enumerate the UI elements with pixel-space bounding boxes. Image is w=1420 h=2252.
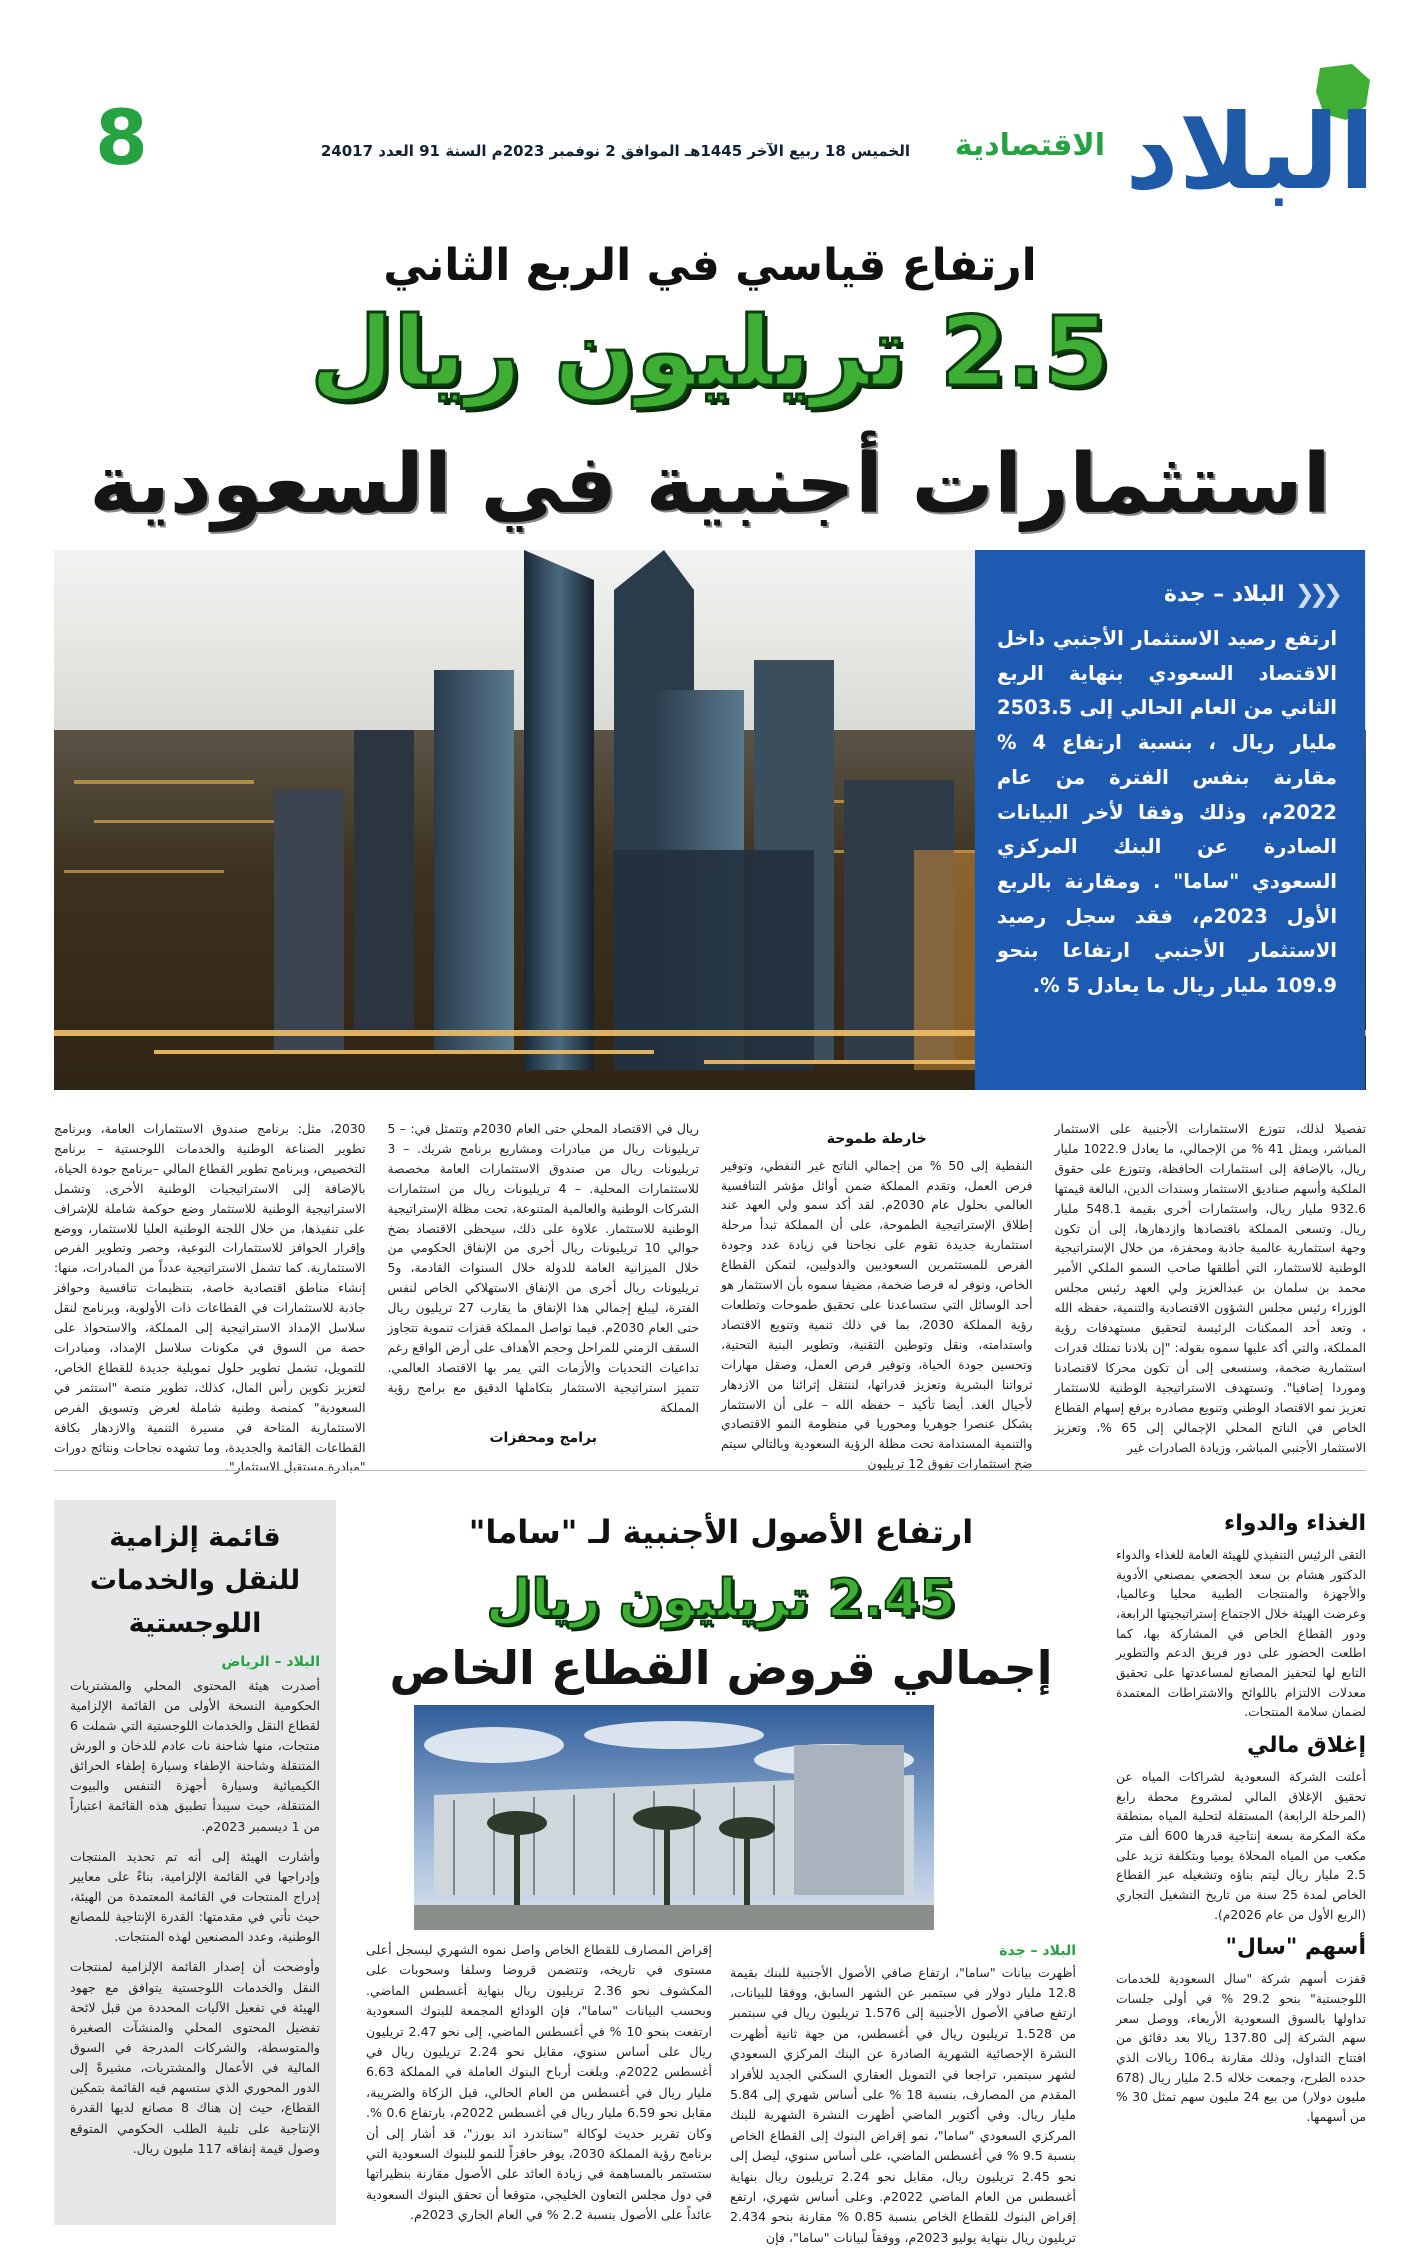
main-subhead-1: خارطة طموحة [826,1131,927,1147]
main-column-2 [721,1120,1033,1472]
food-story-title: الغذاء والدواء [1223,1511,1366,1536]
logo-text: البلاد [1125,91,1375,213]
list-story-dateline: البلاد – الرياض [221,1653,320,1670]
main-column-2-text: النفطية إلى 50 % من إجمالي الناتج غير النفطي، وتوفير فرص العمل، وتقدم المملكة ضمن أوائل مؤشر التنافسية العالمي بحلول عام 2030م. لقد أكد سمو ولي العهد عند إطلاق الإستراتيجية الطموحة، على أن المملكة تبدأ مرحلة استثمارية جديدة تقوم على نجاحنا في زيادة عدد وجودة الفرص للمستثمرين السعوديين والدوليين، لتمكن القطاع الخاص، ونوفر له فرصا ضخمة، مضيفا سموه بأن الاستثمار هو أحد الوسائل التي ستساعدنا على تحقيق طموحات وتطلعات رؤية المملكة 2030، بما في ذلك تنمية وتنويع الاقتصاد واستدامته، ونقل وتوطين التقنية، وتطوير البنية التحتية، وتحسين جودة الحياة، وتوفير فرص العمل، وصقل مهارات ثرواتنا البشرية وتعزيز قدراتها، لننتقل إثرائنا من الازدهار لأجيال الغد. أيضا تأكيد – حفظه الله – على أن الاستثمار يشكل عنصرا جوهريا ومحوريا في منظومة النمو الاقتصادي والتنمية المستدامة تحت مظلة الرؤية السعودية وبالتالي سيتم ضخ استثمارات تفوق 12 تريليون [721,1158,1033,1472]
main-headline: 2.5 تريليون ريال [310,296,1110,408]
main-subheadline: استثمارات أجنبية في السعودية [89,437,1331,532]
main-column-3-text: ريال في الاقتصاد المحلي حتى العام 2030م وتتمثل في: – 5 تريليونات ريال من مبادرات ومشاريع برنامج شريك. – 3 تريليونات ريال من صندوق الاستثمارات العامة مخصصة للاستثمارات المحلية. – 4 تريليونات ريال من استثمارات الشركات الوطنية والعالمية المتنوعة، تحت مظلة الإستراتيجية الوطنية للاستثمار. علاوة على ذلك، سيحظى الاقتصاد بضخ حوالي 10 تريليونات ريال أخرى من الإنفاق الحكومي من خلال الميزانية العامة للدولة خلال السنوات القادمة، و5 تريليونات ريال أخرى من الإنفاق الاستهلاكي الخاص لنفس الفترة، ليبلغ إجمالي هذا الإنفاق ما يقارب 27 تريليون ريال حتى العام 2030م. فيما تواصل المملكة قفزات تنموية تتجاوز السقف الزمني للمراحل وحجم الأهداف على أرض الواقع رغم تداعيات التحديات والأزمات التي يمر بها الاقتصاد العالمي. تتميز استراتيجية الاستثمار بتكاملها الدقيق مع برامج رؤية المملكة [387,1122,699,1415]
masthead [40,60,1380,213]
list-story-title: قائمة إلزامية للنقل والخدمات اللوجستية [89,1522,301,1640]
main-kicker: ارتفاع قياسي في الربع الثاني [383,240,1037,291]
assets-column-1 [730,1940,1076,2245]
assets-columns [366,1940,1076,2245]
chevrons-icon: ❮❮❮ [1294,580,1337,608]
closing-story-title: إغلاق مالي [1246,1733,1366,1759]
main-column-4-text: 2030، مثل: برنامج صندوق الاستثمارات العامة، وبرنامج تطوير الصناعة الوطنية والخدمات اللوجستية – برنامج التخصيص، وبرنامج تطوير القطاع المالي –برنامج جودة الحياة، بالإضافة إلى الاستراتيجيات الوطنية الأخرى. وتشمل الاستراتيجية الوطنية للاستثمار وضع حوكمة شاملة للإشراف على تنفيذها، من خلال اللجنة الوطنية العليا للاستثمار، ووضع وإقرار الحوافز للاستثمارات النوعية، وحصر وتطوير الفرص الاستثمارية. كما تشمل الاستراتيجية عدداً من المبادرات، منها: إنشاء مناطق اقتصادية خاصة، بتنظيمات تنافسية وحوافز جاذبة للاستثمارات في القطاعات ذات الأولوية، وبرنامج لنقل سلاسل الإمداد الاستراتيجية إلى المملكة، والاستحواذ على حصة من السوق في مكونات سلاسل الإمداد، ومبادرات للتمويل، تشمل تطوير حلول تمويلية جديدة للقطاع الخاص، لتعزيز تكوين رأس المال، كذلك، تطوير منصة "استثمر في السعودية" كمنصة وطنية شاملة لعرض وتسويق الفرص الاستثمارية المتاحة في مسيرة التنمية والازدهار بكافة القطاعات القائمة والجديدة، وما تشهده نجاحات ونتائج دورات "مبادرة مستقبل الاستثمار". [54,1122,366,1475]
lead-text: ارتفع رصيد الاستثمار الأجنبي داخل الاقتصاد السعودي بنهاية الربع الثاني من العام الحالي إلى 2503.5 مليار ريال ، بنسبة ارتفاع 4 % مقارنة بنفس الفترة من عام 2022م، وذلك وفقا لأخر البيانات الصادرة عن البنك المركزي السعودي "ساما" . ومقارنة بالربع الأول 2023م، فقد سجل رصيد الاستثمار الأجنبي ارتفاعا بنحو 109.9 مليار ريال ما يعادل 5 %. [997,627,1337,998]
issue-line: الخميس 18 ربيع الآخر 1445هـ الموافق 2 نوفمبر 2023م السنة 91 العدد 24017 [320,142,910,160]
bank-building-photo [414,1705,934,1930]
assets-column-2-text: إقراض المصارف للقطاع الخاص واصل نموه الشهري ليسجل أعلى مستوى في تاريخه، وتتضمن قروضا وسلفا وسحوبات على المكشوف نحو 2.36 تريليون ريال بنهاية أغسطس الماضي. وبحسب البيانات "ساما"، فإن الودائع المجمعة للبنوك السعودية ارتفعت بنحو 10 % في أغسطس الماضي، إلى نحو 2.47 تريليون ريال على أساس سنوي، مقابل نحو 2.24 تريليون ريال في أغسطس 2022م. وبلغت أرباح البنوك العاملة في المملكة 6.63 مليار ريال في أغسطس من العام الحالي، قبل الزكاة والضريبة، مقابل نحو 6.59 مليار ريال في أغسطس 2022م، بارتفاع 0.6 %. وكان تقرير حديث لوكالة "ستاندرد اند بورز"، قد أشار إلى أن برنامج رؤية المملكة 2030، يوفر حافزاً للنمو للبنوك السعودية التي ستستمر بالمساهمة في زيادة العائد على الأصول مقارنة بنظيراتها في دول مجلس التعاون الخليجي، متوقعا أن تحقق البنوك السعودية عائداً على الأصول بنسبة 2.2 % في العام الجاري 2023م. [366,1942,712,2223]
assets-dateline: البلاد – جدة [999,1943,1076,1959]
list-story-paragraph: وأشارت الهيئة إلى أنه تم تحديد المنتجات وإدراجها في القائمة الإلزامية، بناءً على معايير إدراج المنتجات في القائمة المعتمدة من الهيئة، حيث تأتي في مقدمتها: القدرة الإنتاجية للمصانع الوطنية، وعدد المصنعين لهذه المنتجات. [70,1848,320,1945]
main-column-1 [1055,1120,1367,1455]
list-story-paragraph: وأوضحت أن إصدار القائمة الإلزامية لمنتجات النقل والخدمات اللوجستية يتوافق مع جهود الهيئة في تفعيل الآليات المحددة من قبل لائحة تفضيل المحتوى المحلي والمنشآت الصغيرة والمتوسطة، والشركات المدرجة في السوق المالية في الأعمال والمشتريات، مشيرةً إلى الدور المحوري الذي ستسهم فيه القائمة بتمكين القطاع، حيث إن هناك 8 مصانع لديها القدرة الإنتاجية على تلبية الطلب الحكومي المتوقع وصول قيمة إنفاقه 117 مليون ريال. [70,1959,320,2156]
lead-dateline-text: البلاد – جدة [1164,581,1285,607]
assets-kicker: ارتفاع الأصول الأجنبية لـ "ساما" [468,1513,974,1551]
page-number: 8 [95,93,148,182]
assets-headline: 2.45 تريليون ريال [486,1569,956,1629]
shares-story-title: أسهم "سال" [1225,1935,1366,1961]
main-column-1-text: تفصيلا لذلك، تتوزع الاستثمارات الأجنبية على الاستثمار المباشر، ويمثل 41 % من الإجمالي، ما يعادل 1022.9 مليار ريال، بالإضافة إلى استثمارات الحافظة، وتتوزع على حقوق الملكية وأسهم صناديق الاستثمار وسندات الدين، البالغة قيمتها 932.6 مليار ريال، واستثمارات أخرى بقيمة 548.1 مليار ريال. وتسعى المملكة باقتصادها وازدهارها، إلى أن تكون وجهة استثمارية عالمية جاذبة ومحفزة، من خلال الإستراتيجية الوطنية للاستثمار، التي أطلقها صاحب السمو الملكي الأمير محمد بن سلمان بن عبدالعزيز ولي العهد رئيس مجلس الوزراء رئيس مجلس الشؤون الاقتصادية والتنمية، حفظه الله ، وتعد أحد الممكنات الرئيسة لتحقيق مستهدفات رؤية المملكة، والتي أكد عليها سموه بقوله: "إن بلادنا تمتلك قدرات استثمارية ضخمة، وسنسعى إلى أن تكون محركا لاقتصادنا وموردا إضافيا". وتستهدف الاستراتيجية الوطنية للاستثمار تعزيز نمو الاقتصاد الوطني وتنويع مصادره برفع إسهام القطاع الخاص في الناتج المحلي الإجمالي إلى 65 %، وتعزيز الاستثمار الأجنبي المباشر، وزيادة الصادرات غير [1054,1122,1366,1455]
assets-column-1-text: أظهرت بيانات "ساما"، ارتفاع صافي الأصول الأجنبية للبنك بقيمة 12.8 مليار دولار في سبتمبر عن الشهر السابق، ووفقا للبيانات، ارتفع صافي الأصول الأجنبية إلى 1.576 تريليون ريال في سبتمبر من 1.528 تريليون ريال في أغسطس، من جهة ثانية أظهرت النشرة الإحصائية الشهرية الصادرة عن البنك المركزي السعودي لشهر سبتمبر، تراجعا في التمويل العقاري السكني الجديد للأفراد المقدم من المصارف، بنسبة 18 % على أساس شهري إلى 5.84 مليار ريال. وفي أكتوبر الماضي أظهرت النشرة الشهرية للبنك المركزي السعودي "ساما"، نمو إقراض البنوك إلى القطاع الخاص بنسبة 9.5 % في أغسطس الماضي، على أساس سنوي، ليصل إلى نحو 2.45 تريليون ريال، مقابل نحو 2.24 تريليون ريال بنهاية أغسطس من العام الماضي 2022م. وعلى أساس شهري، ارتفع إقراض البنوك للقطاع الخاص بنسبة 0.85 % مقارنة بنحو 2.434 تريليون ريال بنهاية يوليو 2023م، ووفقاً لبيانات "ساما"، فإن [730,1964,1076,2245]
food-story-text: التقى الرئيس التنفيذي للهيئة العامة للغذاء والدواء الدكتور هشام بن سعد الجضعي بمصنعي الأدوية والأجهزة والمنتجات الطبية محليا وعالميا، وعرضت الهيئة خلال الاجتماع إستراتيجيتها الرابعة، ودور القطاع الخاص في المشاركة بها، كما اطلعت الحضور على دور فريق الدعم والتطوير التابع لها لتحفيز المصانع لمساعدتها على تحقيق معدلات الالتزام باللوائح والاشتراطات المعتمدة لضمان سلامة المنتجات. [1116,1548,1366,1720]
list-story-box [54,1500,336,2225]
closing-story-text: أعلنت الشركة السعودية لشراكات المياه عن تحقيق الإغلاق المالي لمشروع محطة رابغ (المرحلة الرابعة) المستقلة لتحلية المياه بمنطقة مكة المكرمة بسعة إنتاجية قدرها 600 ألف متر مكعب من المياه المحلاة يوميا وبتكلفة تزيد على 2.5 مليار ريال ليتم بناؤه وتشغيله عبر القطاع الخاص لمدة 25 سنة من تاريخ التشغيل التجاري (الربع الأول من عام 2026م). [1116,1770,1366,1922]
newspaper-logo[interactable] [1120,60,1380,213]
main-column-3 [388,1120,700,1455]
bank-illustration [414,1705,934,1930]
assets-story [366,1505,1076,2245]
shares-story-text: قفزت أسهم شركة "سال السعودية للخدمات اللوجستية" بنحو 29.2 % في أولى جلسات تداولها بالسوق السعودية الأربعاء، ووصل سعر سهم الشركة إلى 137.80 ريالا بعد دقائق من افتتاح التداول، وذلك مقارنة بـ106 ريالات الذي حدده الطرح، وجمعت خلاله 2.5 مليار ريال (678 مليون دولار) من بيع 24 مليون سهم تمثل 30 % من أسهمها. [1116,1972,1367,2125]
section-divider [54,1470,1366,1471]
section-name: الاقتصادية [954,128,1105,163]
briefs-column [1116,1505,1366,2225]
lead-dateline [997,580,1337,608]
assets-subheadline: إجمالي قروض القطاع الخاص [389,1641,1053,1695]
main-column-4 [54,1120,366,1475]
logo-graphic [1120,60,1380,213]
list-story-paragraph: أصدرت هيئة المحتوى المحلي والمشتريات الحكومية النسخة الأولى من القائمة الإلزامية لقطاع النقل والخدمات اللوجستية التي شملت 6 منتجات، منها شاحنة نات عادم للدخان و الورش المتنقلة وشاحنة الإطفاء وسيارة إطفاء الحرائق الكيميائية وسيارة أجهزة التنفس والبيوت المتنقلة، حيث سيبدأ تطبيق هذه القائمة اعتباراً من 1 ديسمبر 2023م. [70,1677,320,1834]
lead-box [975,550,1365,1090]
assets-column-2 [366,1940,712,2225]
main-story-columns [54,1120,1366,1475]
main-subhead-2: برامج ومحفزات [489,1429,597,1446]
